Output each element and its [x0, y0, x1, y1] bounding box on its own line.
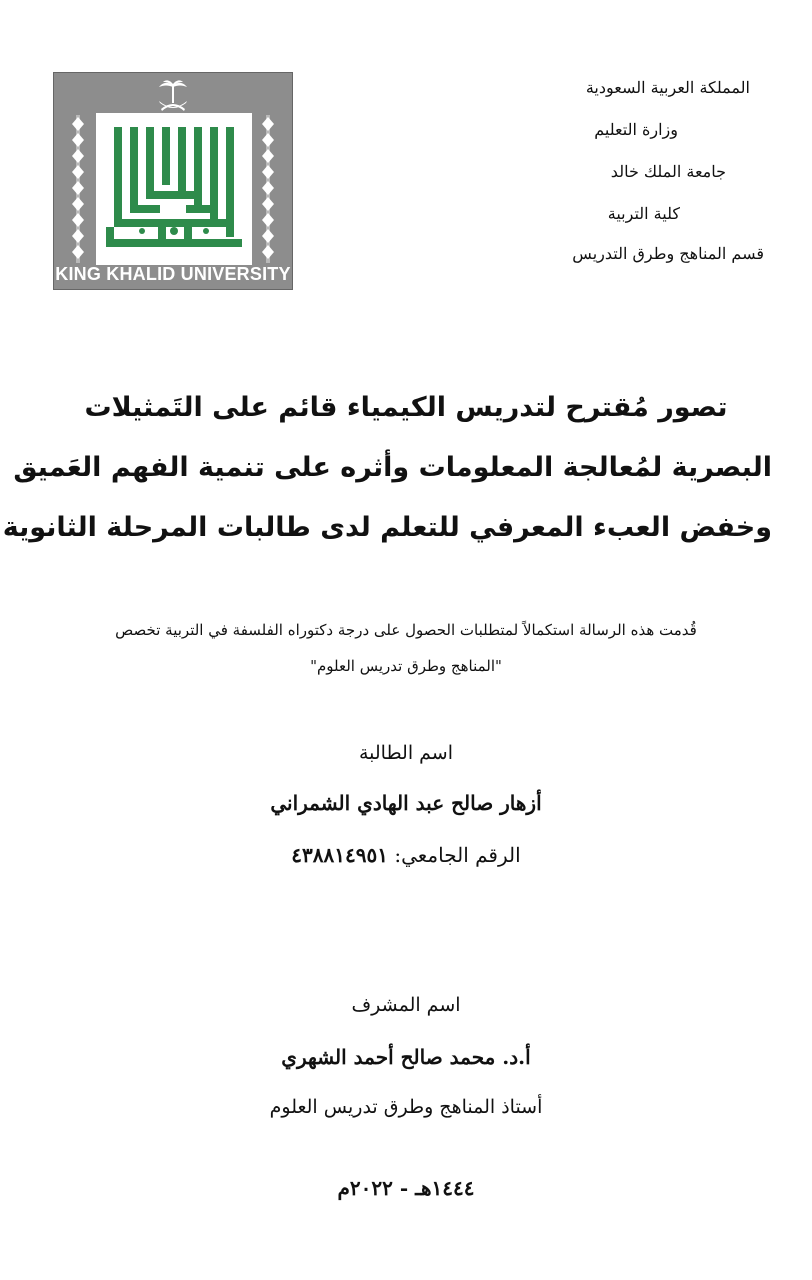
header-line-ministry: وزارة التعليم: [594, 120, 678, 139]
header-line-country: المملكة العربية السعودية: [585, 78, 750, 97]
university-calligraphy-icon: [96, 113, 252, 265]
student-block: [0, 738, 812, 870]
university-logo: [53, 72, 293, 290]
title-line-2: البصرية لمُعالجة المعلومات وأثره على تنمية الفهم العَميق: [13, 452, 772, 483]
student-name: أزهار صالح عبد الهادي الشمراني: [270, 791, 542, 815]
submission-statement: [60, 612, 752, 684]
header-line-university: جامعة الملك خالد: [610, 162, 726, 181]
title-line-1: تصور مُقترح لتدريس الكيمياء قائم على التَمثيلات: [84, 392, 728, 423]
supervisor-title: أستاذ المناهج وطرق تدريس العلوم: [269, 1096, 543, 1118]
decorative-border-right: [260, 115, 276, 263]
submission-line-2: "المناهج وطرق تدريس العلوم": [310, 657, 502, 675]
thesis-title: [2, 378, 772, 558]
decorative-border-left: [70, 115, 86, 263]
header-line-college: كلية التربية: [607, 204, 680, 223]
supervisor-block: [0, 990, 812, 1122]
header-line-department: قسم المناهج وطرق التدريس: [572, 244, 764, 263]
submission-line-1: قُدمت هذه الرسالة استكمالاً لمتطلبات الحصول على درجة دكتوراه الفلسفة في التربية تخصص: [115, 621, 697, 639]
title-line-3: وخفض العبء المعرفي للتعلم لدى طالبات المرحلة الثانوية: [2, 512, 772, 543]
submission-date: ١٤٤٤هـ - ٢٠٢٢م: [337, 1176, 475, 1200]
palm-swords-emblem-icon: [153, 79, 193, 113]
supervisor-label: اسم المشرف: [351, 994, 461, 1016]
student-id-value: ٤٣٨٨١٤٩٥١: [291, 843, 388, 867]
student-label: اسم الطالبة: [358, 742, 454, 764]
logo-caption: KING KHALID UNIVERSITY: [55, 264, 291, 284]
logo-calligraphy-panel: [96, 113, 252, 265]
student-id-label: الرقم الجامعي:: [394, 843, 521, 867]
student-id-row: [0, 840, 812, 870]
supervisor-name: أ.د. محمد صالح أحمد الشهري: [281, 1045, 531, 1069]
